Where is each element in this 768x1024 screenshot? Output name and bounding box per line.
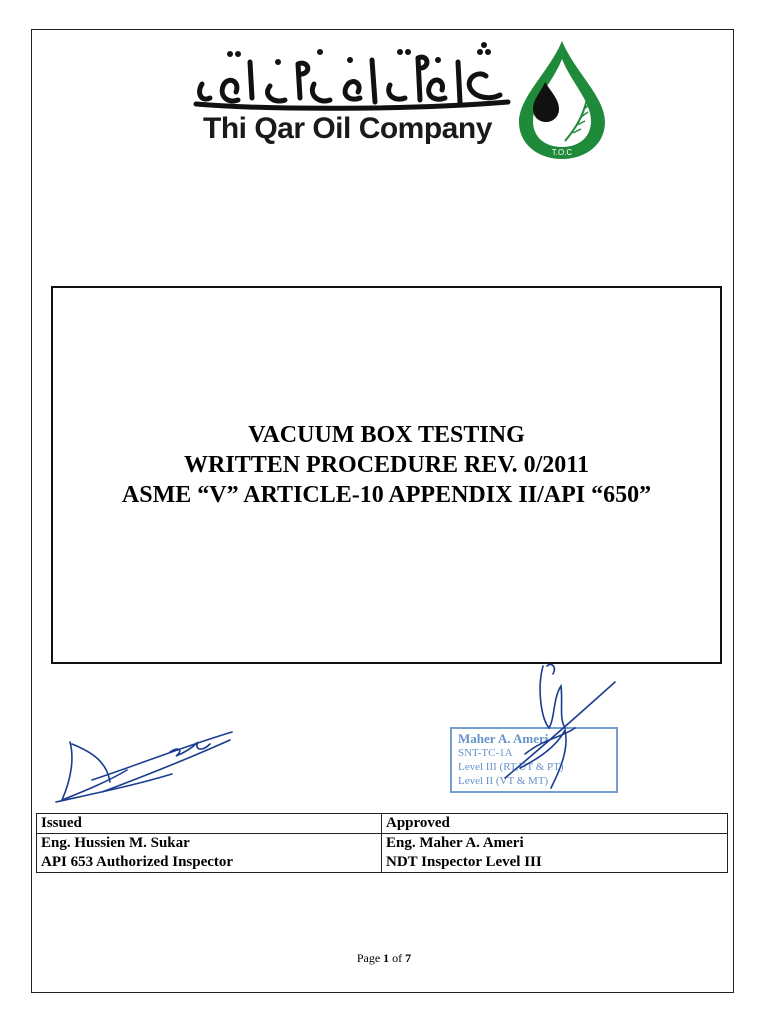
document-title	[53, 420, 720, 510]
approved-name: Eng. Maher A. Ameri	[386, 835, 524, 851]
approved-role: NDT Inspector Level III	[386, 854, 542, 870]
approver-signature	[465, 658, 630, 808]
company-name: Thi Qar Oil Company	[203, 112, 492, 145]
arabic-calligraphy-logo	[190, 40, 515, 115]
issued-label: Issued	[37, 814, 382, 834]
title-box	[51, 286, 722, 664]
table-row	[37, 834, 728, 873]
issuer-signature	[52, 722, 237, 807]
title-line-2: WRITTEN PROCEDURE REV. 0/2011	[184, 452, 589, 478]
approved-label: Approved	[382, 814, 728, 834]
inspector-stamp: Maher A. Ameri SNT-TC-1A Level III (RT,UT & PT) Level II (VT & MT)	[450, 727, 618, 793]
issued-name: Eng. Hussien M. Sukar	[41, 835, 190, 851]
title-line-1: VACUUM BOX TESTING	[248, 422, 525, 448]
issued-role: API 653 Authorized Inspector	[41, 854, 234, 870]
oil-drop-logo-icon	[515, 37, 610, 162]
table-row	[37, 814, 728, 834]
title-line-3: ASME “V” ARTICLE-10 APPENDIX II/API “650”	[121, 482, 652, 508]
signoff-table	[36, 813, 728, 873]
page-number: Page 1 of 7	[356, 951, 412, 965]
svg-text:T.O.C: T.O.C	[551, 148, 573, 157]
